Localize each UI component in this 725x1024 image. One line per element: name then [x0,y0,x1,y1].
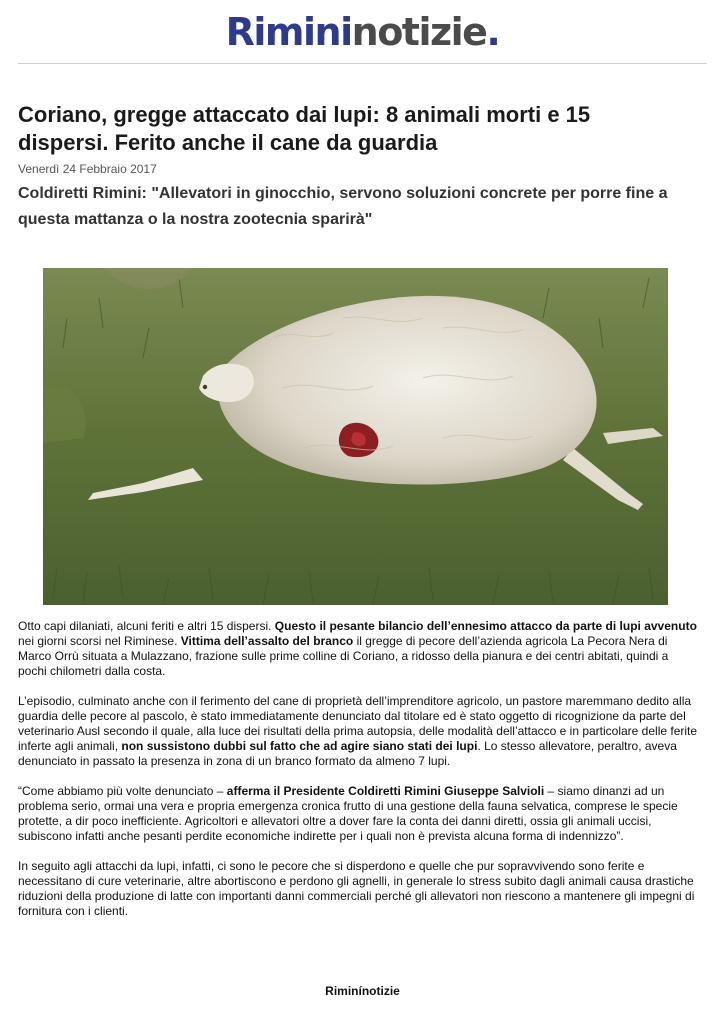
text-run: nei giorni scorsi nel Riminese. [18,634,181,648]
article-paragraph-4 [18,859,698,919]
page-footer [0,984,725,998]
emphasized-text: afferma il Presidente Coldiretti Rimini Giuseppe Salvioli [226,784,545,798]
logo-dot: . [486,10,500,54]
text-run: – siamo dinanzi ad un problema serio, ormai una vera e propria emergenza cronica frutto di una gestione della fauna selvatica, comprese le specie protette, a dir poco inefficiente. Agricoltori e allevatori oltre a dover fare la conta dei danni diretti, ossia gli animali uccisi, subiscono infatti anche pesanti perdite economiche indirette per i quali non è prevista alcuna forma di indennizzo”. [18,784,678,843]
article-subtitle: Coldiretti Rimini: "Allevatori in ginocchio, servono soluzioni concrete per porre fine a questa mattanza o la nostra zootecnia sparirà" [18,185,668,228]
sheep-on-grass-image [43,268,668,605]
article-photo [43,268,668,605]
site-logo[interactable] [226,8,500,56]
header-divider [18,63,707,64]
logo-part-notizie: notizie [351,10,487,54]
text-run: . Lo stesso allevatore, peraltro, aveva denunciato in passato la presenza in zona di un branco formato da almeno 7 lupi. [18,739,677,768]
text-run: In seguito agli attacchi da lupi, infatti, ci sono le pecore che si disperdono e quelle che pur sopravvivendo sono ferite e necessitano di cure veterinarie, altre abortiscono e perdono gli agnelli, in generale lo stress subito dagli animali causa drastiche riduzioni della produzione di latte con importanti danni commerciali perché gli allevatori non riescono a mantenere gli impegni di fornitura con i clienti. [18,859,695,918]
text-run: Otto capi dilaniati, alcuni feriti e altri 15 dispersi. [18,619,275,633]
article-title: Coriano, gregge attaccato dai lupi: 8 animali morti e 15 dispersi. Ferito anche il cane da guardia [18,102,591,155]
article-paragraph-1 [18,619,698,679]
emphasized-text: Vittima dell’assalto del branco [180,634,354,648]
footer-brand-name: Riminínotizie [325,984,400,998]
article-paragraph-2 [18,694,698,769]
masthead [0,8,725,60]
text-run: il gregge di pecore dell’azienda agricola La Pecora Nera di Marco Orrù situata a Mulazzano, frazione sulle prime colline di Coriano, a ridosso della pianura e dei centri abitati, quindi a pochi chilometri dalla costa. [18,634,669,678]
emphasized-text: non sussistono dubbi sul fatto che ad agire siano stati dei lupi [121,739,478,753]
article-date: Venerdì 24 Febbraio 2017 [18,162,157,176]
emphasized-text: Questo il pesante bilancio dell’ennesimo attacco da parte di lupi avvenuto [274,619,697,633]
text-run: “Come abbiamo più volte denunciato – [18,784,227,798]
text-run: L’episodio, culminato anche con il ferimento del cane di proprietà dell’imprenditore agricolo, un pastore maremmano dedito alla guardia delle pecore al pascolo, è stato immediatamente denunciato dal titolare ed è stato oggetto di ricognizione da parte del veterinario Ausl secondo il quale, alla luce dei risultati della prima autopsia, delle modalità dell’attacco e in particolare delle ferite inferte agli animali, [18,694,698,753]
article-body [18,619,698,934]
logo-part-rimini: Rimini [225,10,352,54]
article-paragraph-3 [18,784,698,844]
